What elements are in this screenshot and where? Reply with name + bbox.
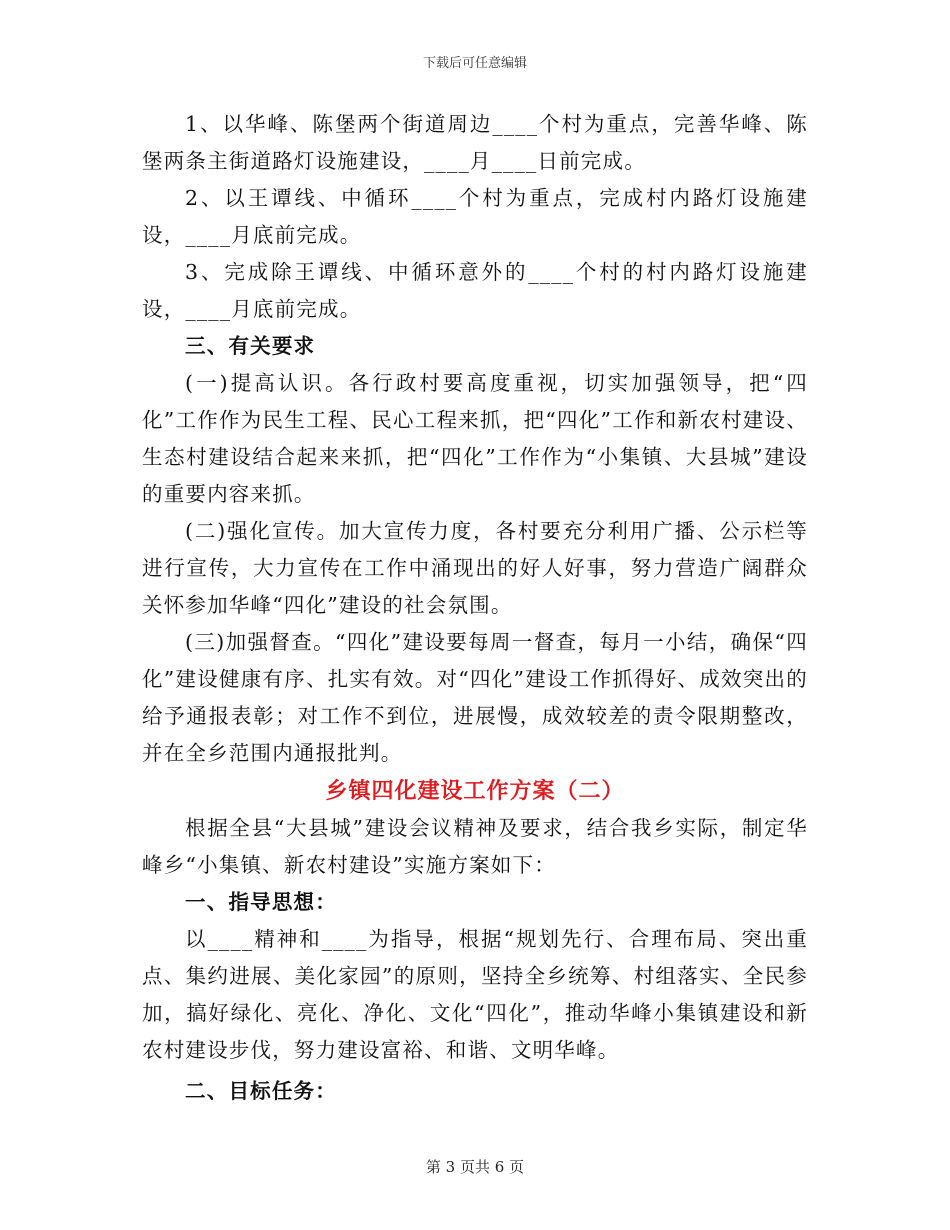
paragraph-requirement-3: (三)加强督查。“四化”建设要每周一督查，每月一小结，确保“四化”建设健康有序、扎实有效。对“四化”建设工作抓得好、成效突出的给予通报表彰；对工作不到位，进展慢，成效较差的责令限期整改，并在全乡范围内通报批判。 [142,630,808,765]
section-heading-guiding-thought: 一、指导思想： [185,890,337,914]
paragraph-item-3: 3、完成除王谭线、中循环意外的____个村的村内路灯设施建设，____月底前完成。 [142,260,808,321]
document-body [142,106,808,1110]
section-heading-requirements: 三、有关要求 [185,334,316,358]
paragraph-guiding-thought: 以____精神和____为指导，根据“规划先行、合理布局、突出重点、集约进展、美化家园”的原则，坚持全乡统筹、村组落实、全民参加，搞好绿化、亮化、净化、文化“四化”，推动华峰小集镇建设和新农村建设步伐，努力建设富裕、和谐、文明华峰。 [142,927,808,1062]
paragraph-requirement-1: (一)提高认识。各行政村要高度重视，切实加强领导，把“四化”工作作为民生工程、民心工程来抓，把“四化”工作和新农村建设、生态村建设结合起来来抓，把“四化”工作作为“小集镇、大县城”建设的重要内容来抓。 [142,371,808,506]
section-heading-goals: 二、目标任务： [185,1079,337,1103]
document-title: 乡镇四化建设工作方案（二） [325,778,625,804]
paragraph-item-2: 2、以王谭线、中循环____个村为重点，完成村内路灯设施建设，____月底前完成。 [142,186,808,247]
page-footer: 第 3 页共 6 页 [425,1158,525,1176]
paragraph-intro: 根据全县“大县城”建设会议精神及要求，结合我乡实际，制定华峰乡“小集镇、新农村建设”实施方案如下： [142,816,808,877]
paragraph-requirement-2: (二)强化宣传。加大宣传力度，各村要充分利用广播、公示栏等进行宣传，大力宣传在工作中涌现出的好人好事，努力营造广阔群众关怀参加华峰“四化”建设的社会氛围。 [142,519,808,617]
paragraph-item-1: 1、以华峰、陈堡两个街道周边____个村为重点，完善华峰、陈堡两条主街道路灯设施建设，____月____日前完成。 [142,112,808,173]
page-header: 下载后可任意编辑 [422,56,527,71]
